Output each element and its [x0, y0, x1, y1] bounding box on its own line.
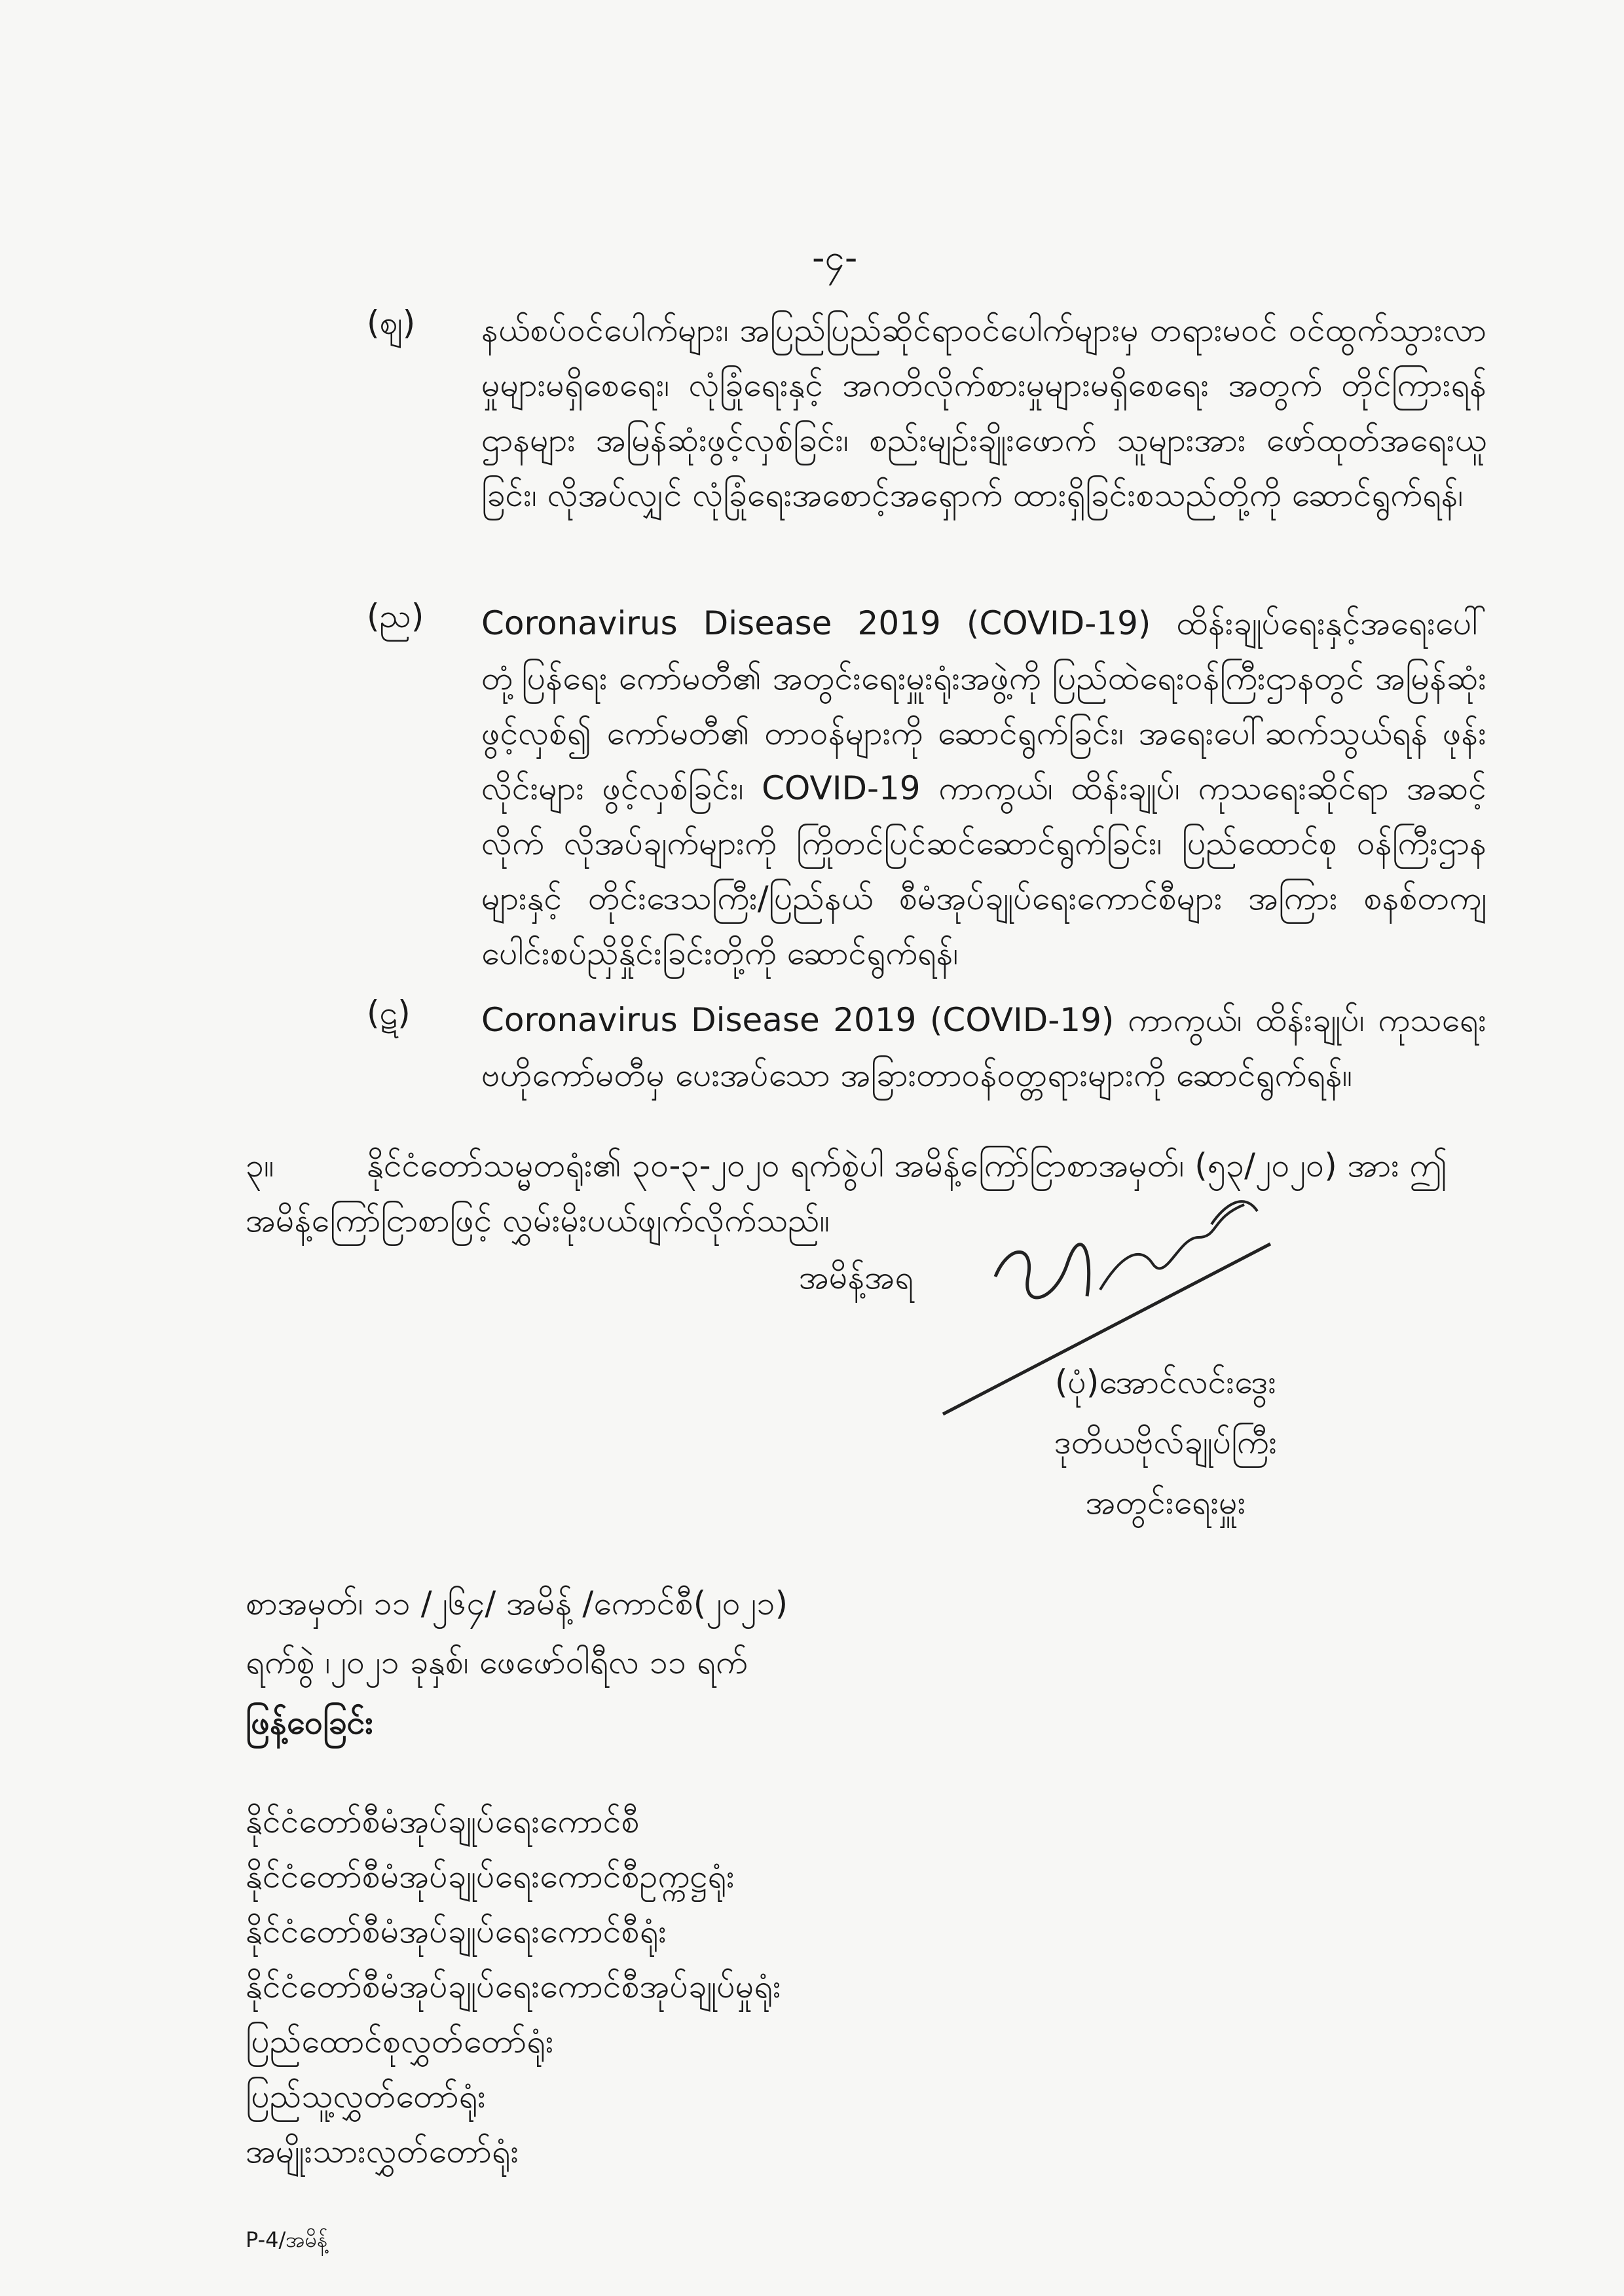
signoff-label: အမိန့်အရ [799, 1258, 913, 1296]
item-label: (ဈ) [367, 304, 416, 342]
item-text: Coronavirus Disease 2019 (COVID-19) ထိန်းချုပ်ရေးနှင့်အရေးပေါ်တုံ့ပြန်ရေး ကော်မတီ၏ အတွင်းရေးမှူးရုံးအဖွဲ့ကို ပြည်ထဲရေးဝန်ကြီးဌာနတွင် အမြန်ဆုံး ဖွင့်လှစ်၍ ကော်မတီ၏ တာဝန်များကို ဆောင်ရွက်ခြင်း၊ အရေးပေါ်ဆက်သွယ်ရန် ဖုန်းလိုင်းများ ဖွင့်လှစ်ခြင်း၊ COVID-19 ကာကွယ်၊ ထိန်းချုပ်၊ ကုသရေးဆိုင်ရာ အဆင့်လိုက် လိုအပ်ချက်များကို ကြိုတင်ပြင်ဆင်ဆောင်ရွက်ခြင်း၊ ပြည်ထောင်စု ဝန်ကြီးဌာနများနှင့် တိုင်းဒေသကြီး/ပြည်နယ် စီမံအုပ်ချုပ်ရေးကောင်စီများ အကြား စနစ်တကျပေါင်းစပ်ညှိနှိုင်းခြင်းတို့ကို ဆောင်ရွက်ရန်၊ [481, 604, 1486, 972]
list-item [367, 596, 1486, 981]
paragraph-number: ၃။ [246, 1146, 274, 1184]
signer-name: (ပုံ)အောင်လင်းဒွေး [1054, 1363, 1277, 1401]
item-text: နယ်စပ်ဝင်ပေါက်များ၊ အပြည်ပြည်ဆိုင်ရာဝင်ပေါက်များမှ တရားမဝင် ဝင်ထွက်သွားလာမှုများမရှိစေရေး၊ လုံခြုံရေးနှင့် အဂတိလိုက်စားမှုများမရှိစေရေး အတွက် တိုင်ကြားရန် ဌာနများ အမြန်ဆုံးဖွင့်လှစ်ခြင်း၊ စည်းမျဉ်းချိုးဖောက် သူများအား ဖော်ထုတ်အရေးယူခြင်း၊ လိုအပ်လျှင် လုံခြုံရေးအစောင့်အရှောက် ထားရှိခြင်းစသည်တို့ကို ဆောင်ရွက်ရန်၊ [481, 311, 1486, 514]
list-item [367, 302, 1486, 522]
list-item: ပြည်ထောင်စုလွှတ်တော်ရုံး [246, 2022, 554, 2060]
list-item: နိုင်ငံတော်စီမံအုပ်ချုပ်ရေးကောင်စီရုံး [246, 1912, 667, 1950]
list-item: ပြည်သူ့လွှတ်တော်ရုံး [246, 2077, 486, 2115]
list-item: အမျိုးသားလွှတ်တော်ရုံး [246, 2132, 519, 2170]
item-label: (ည) [367, 597, 424, 635]
list-item: နိုင်ငံတော်စီမံအုပ်ချုပ်ရေးကောင်စီအုပ်ချုပ်မှုရုံး [246, 1967, 781, 2005]
list-item: နိုင်ငံတော်စီမံအုပ်ချုပ်ရေးကောင်စီဥက္ကဋ္ဌရုံး [246, 1857, 735, 1895]
list-item [367, 993, 1486, 1102]
list-item: နိုင်ငံတော်စီမံအုပ်ချုပ်ရေးကောင်စီ [246, 1802, 640, 1840]
footer-code: P-4/အမိန့် [246, 2227, 328, 2252]
distribution-heading: ဖြန့်ဝေခြင်း [246, 1704, 374, 1741]
reference-number: စာအမှတ်၊ ၁၁ /၂၆၄/ အမိန့် /ကောင်စီ(၂၀၂၁) [246, 1584, 788, 1622]
reference-date: ရက်စွဲ ၊၂၀၂၁ ခုနှစ်၊ ဖေဖော်ဝါရီလ ၁၁ ရက် [246, 1643, 748, 1681]
paragraph-text: နိုင်ငံတော်သမ္မတရုံး၏ ၃၀-၃-၂၀၂၀ ရက်စွဲပါ အမိန့်ကြော်ငြာစာအမှတ်၊ (၅၃/၂၀၂၀) အား ဤအမိန့်ကြော်ငြာစာဖြင့် လွှမ်းမိုးပယ်ဖျက်လိုက်သည်။ [246, 1146, 1448, 1239]
signer-org: အတွင်းရေးမှူး [1085, 1484, 1246, 1522]
item-label: (ဋ) [367, 994, 411, 1032]
signer-rank: ဒုတိယဗိုလ်ချုပ်ကြီး [1054, 1423, 1278, 1461]
item-text: Coronavirus Disease 2019 (COVID-19) ကာကွယ်၊ ထိန်းချုပ်၊ ကုသရေး ဗဟိုကော်မတီမှ ပေးအပ်သော အခြားတာဝန်ဝတ္တရားများကို ဆောင်ရွက်ရန်။ [481, 1001, 1486, 1094]
page-number: -၄- [812, 237, 858, 278]
distribution-list [246, 1794, 781, 2179]
